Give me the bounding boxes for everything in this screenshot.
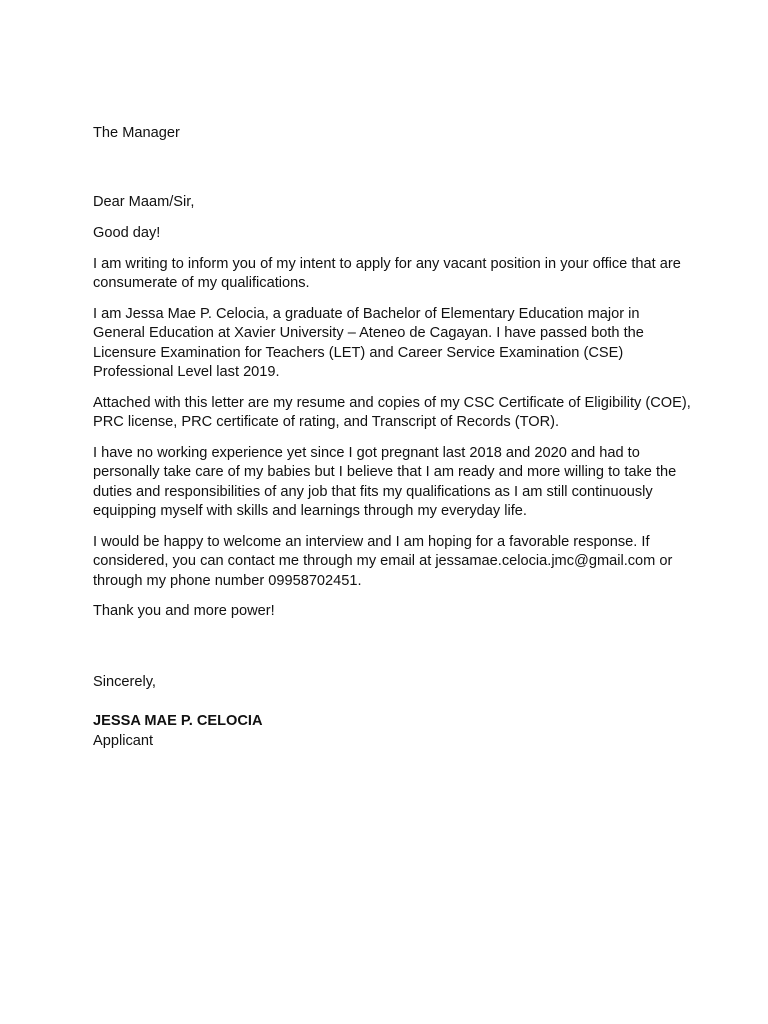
- paragraph-contact: I would be happy to welcome an interview and I am hoping for a favorable response. If considered, you can contact me through my email at jessamae.celocia.jmc@gmail.com or through my phone number 09958702451.: [93, 533, 673, 589]
- signer-name: JESSA MAE P. CELOCIA: [93, 713, 263, 729]
- signer-title: Applicant: [93, 732, 154, 749]
- closing: Sincerely,: [93, 673, 156, 690]
- recipient-line: The Manager: [93, 125, 180, 141]
- paragraph-intent: I am writing to inform you of my intent to apply for any vacant position in your office that are consumerate of my qualifications.: [93, 255, 681, 291]
- greeting: Good day!: [93, 225, 161, 241]
- cover-letter: [93, 124, 693, 751]
- paragraph-attachments: Attached with this letter are my resume and copies of my CSC Certificate of Eligibility (COE), PRC license, PRC certificate of rating, and Transcript of Records (TOR).: [93, 394, 691, 430]
- salutation: Dear Maam/Sir,: [93, 193, 195, 210]
- paragraph-thanks: Thank you and more power!: [93, 603, 275, 619]
- paragraph-background: I am Jessa Mae P. Celocia, a graduate of Bachelor of Elementary Education major in General Education at Xavier University – Ateneo de Cagayan. I have passed both the Licensure Examination for Teachers (LET) and Career Service Examination (CSE) Professional Level last 2019.: [93, 305, 644, 380]
- paragraph-experience: I have no working experience yet since I got pregnant last 2018 and 2020 and had to personally take care of my babies but I believe that I am ready and more willing to take the duties and responsibilities of any job that fits my qualifications as I am still continuously equipping myself with skills and learnings through my everyday life.: [93, 444, 677, 519]
